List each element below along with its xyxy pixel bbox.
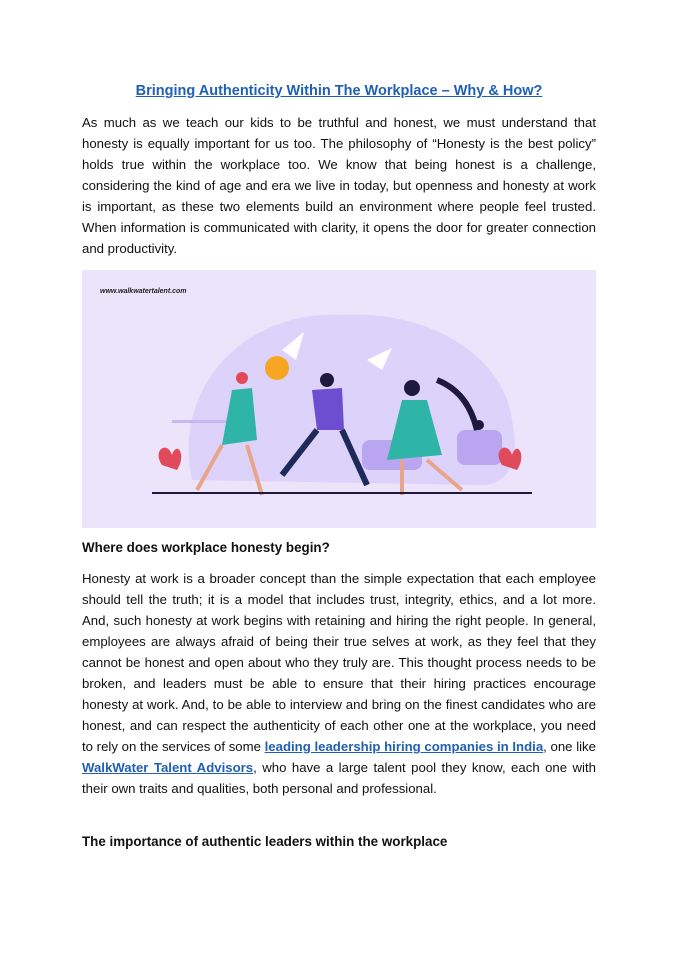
- link-walkwater-talent-advisors[interactable]: WalkWater Talent Advisors: [82, 760, 254, 775]
- paragraph-text: Honesty at work is a broader concept than the simple expectation that each employee should tell the truth; it is a model that includes trust, integrity, ethics, and a lot more. And, such honesty at work begins with retaining and hiring the right people. In general, employees are always afraid of being their true selves at work, as they feel that they cannot be honest and open about who they truly are. This thought process needs to be broken, and leaders must be able to ensure that their hiring practices encourage honesty at work. And, to be able to interview and bring on the finest candidates who are honest, and can respect the authenticity of each other one at the workplace, you need to rely on the services of some: [82, 571, 596, 754]
- section-heading-authentic-leaders: The importance of authentic leaders within the workplace: [82, 834, 448, 849]
- section-heading-workplace-honesty: Where does workplace honesty begin?: [82, 540, 330, 555]
- link-leadership-hiring-companies[interactable]: leading leadership hiring companies in India: [264, 739, 544, 754]
- intro-paragraph: As much as we teach our kids to be truthful and honest, we must understand that honesty is equally important for us too. The philosophy of “Honesty is the best policy” holds true within the workplace too. We know that being honest is a challenge, considering the kind of age and era we live in today, but openness and honesty at work is important, as these two elements build an environment where people feel trusted. When information is communicated with clarity, it opens the door for greater connection and productivity.: [82, 115, 596, 256]
- watermark: www.walkwatertalent.com: [100, 288, 187, 295]
- section-paragraph: [82, 568, 596, 799]
- illustration-teamwork: [82, 270, 596, 528]
- illustration-graphic: [82, 270, 596, 528]
- paragraph-text: , one like: [543, 739, 596, 754]
- paragraph-text: , who have a large talent pool they know, each one with their own traits and qualities, both personal and professional.: [82, 760, 596, 796]
- page-title: Bringing Authenticity Within The Workplace – Why & How?: [135, 83, 543, 99]
